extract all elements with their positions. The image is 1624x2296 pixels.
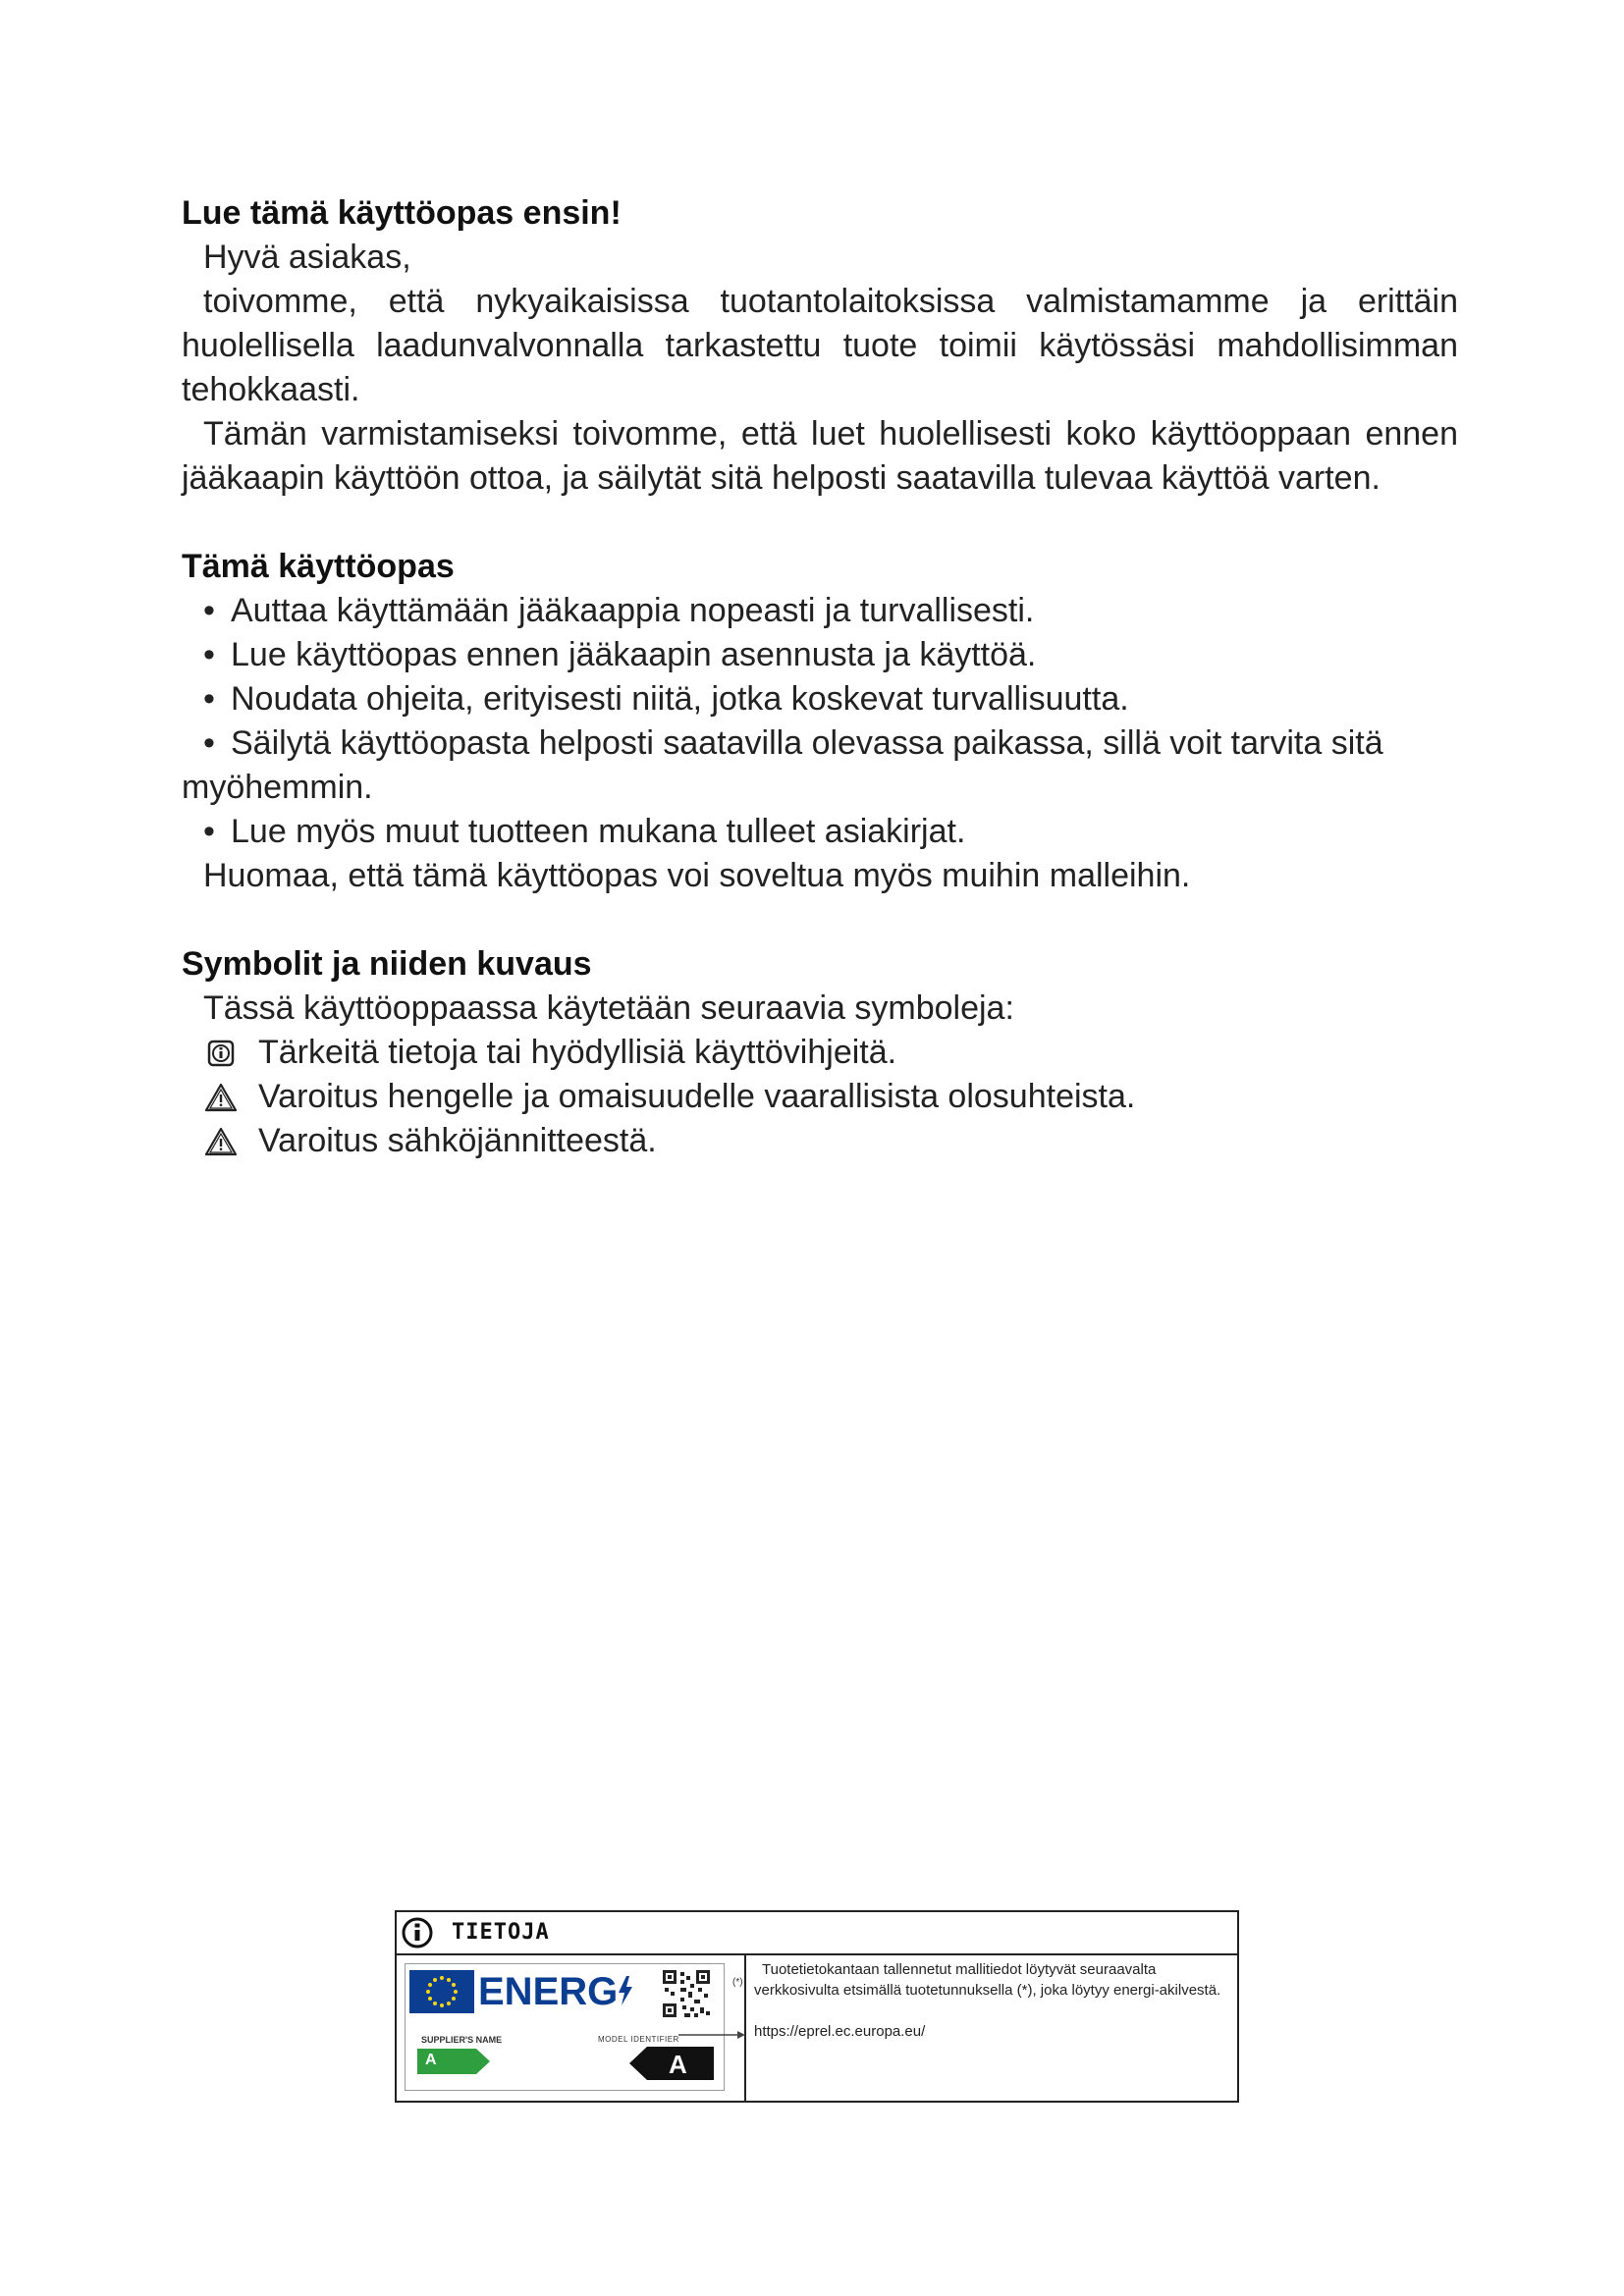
eu-flag-icon [409,1970,474,2013]
qr-code-icon [663,1970,710,2017]
bullet-icon: • [203,636,215,673]
info-box-header [397,1912,1237,1955]
info-box-description: Tuotetietokantaan tallennetut mallitiedot löytyvät seuraavalta verkkosivulta etsimällä tuotetunnuksella (*), joka löytyy energi-akilvestä. [754,1961,1221,1999]
manual-heading: Tämä käyttöopas [182,548,455,585]
warning-triangle-icon [203,1082,239,1113]
energy-class-right-badge: A [629,2047,714,2080]
greeting: Hyvä asiakas, [203,239,411,276]
symbol-item-warning: Varoitus hengelle ja omaisuudelle vaarallisista olosuhteista. [182,1075,1458,1119]
list-item: • Lue käyttöopas ennen jääkaapin asennusta ja käyttöä. [182,633,1458,677]
symbol-item-info: Tärkeitä tietoja tai hyödyllisiä käyttövihjeitä. [182,1031,1458,1075]
symbol-item-voltage: Varoitus sähköjännitteestä. [182,1119,1458,1163]
list-item: • Auttaa käyttämään jääkaappia nopeasti ja turvallisesti. [182,589,1458,633]
symbols-heading: Symbolit ja niiden kuvaus [182,945,592,983]
eprel-url: https://eprel.ec.europa.eu/ [754,2023,926,2040]
list-item: • Säilytä käyttöopasta helposti saatavilla olevassa paikassa, sillä voit tarvita sitä myöhemmin. [182,721,1458,810]
bullet-icon: • [203,813,215,850]
bullet-icon: • [203,592,215,629]
energy-label [405,1963,725,2091]
info-box-text [754,1959,1225,2042]
manual-bullet-list [182,589,1458,854]
asterisk-note: (*) [732,1977,743,1988]
intro-paragraph-2: Tämän varmistamiseksi toivomme, että luet huolellisesti koko käyttöoppaan ennen jääkaapin käyttöön ottoa, ja säilytät sitä helposti saatavilla tulevaa käyttöä varten. [182,415,1458,497]
info-box [395,1910,1239,2103]
bullet-icon: • [203,724,215,762]
bullet-icon: • [203,680,215,718]
warning-triangle-icon [203,1126,239,1157]
model-identifier-label: MODEL IDENTIFIER [598,2035,679,2044]
energy-class-left-badge: A [417,2049,490,2074]
list-item: • Lue myös muut tuotteen mukana tulleet asiakirjat. [182,810,1458,854]
symbols-intro: Tässä käyttöoppaassa käytetään seuraavia symboleja: [203,989,1014,1027]
intro-paragraph-1: toivomme, että nykyaikaisissa tuotantolaitoksissa valmistamamme ja erittäin huolellisella laadunvalvonnalla tarkastettu tuote toimii käytössäsi mahdollisimman tehokkaasti. [182,283,1458,408]
pointer-arrow-icon [678,2025,747,2045]
manual-note: Huomaa, että tämä käyttöopas voi soveltua myös muihin malleihin. [203,857,1191,894]
page-content [182,191,1458,1163]
info-icon [401,1916,434,1954]
info-box-title: TIETOJA [452,1920,550,1945]
energy-logo-text: ENERG [478,1968,633,2015]
list-item: • Noudata ohjeita, erityisesti niitä, jotka koskevat turvallisuutta. [182,677,1458,721]
info-icon [203,1038,239,1069]
intro-heading: Lue tämä käyttöopas ensin! [182,194,622,232]
supplier-name-label: SUPPLIER'S NAME [421,2035,503,2045]
